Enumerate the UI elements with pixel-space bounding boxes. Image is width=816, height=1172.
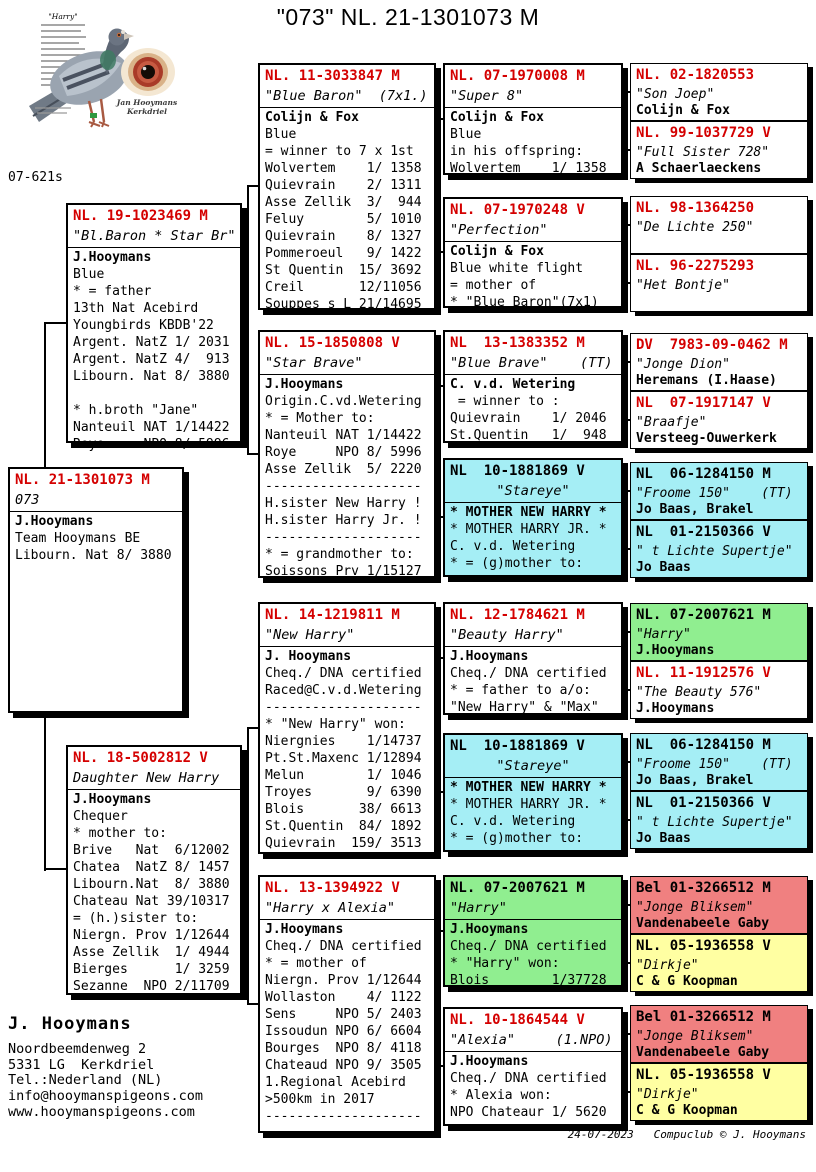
- pigeon-name: " t Lichte Supertje": [636, 815, 793, 830]
- pedigree-box-subject: [8, 467, 184, 713]
- pedigree-box-blue-brave: [443, 330, 623, 443]
- pigeon-owner: Jo Baas, Brakel: [636, 502, 754, 517]
- pigeon-details: * MOTHER NEW HARRY * * MOTHER HARRY JR. * C. v.d. Wetering * = (g)mother to:: [450, 505, 607, 571]
- pigeon-details: J.Hooymans Team Hooymans BE Libourn. Nat 8/ 3880: [15, 514, 172, 563]
- connector-line: [44, 868, 66, 870]
- pedigree-box-full-sister-728: [630, 121, 808, 179]
- connector-line: [436, 1003, 438, 1005]
- ring-number: NL 06-1284150 M: [636, 737, 771, 753]
- connector-line: [247, 453, 258, 455]
- breeder-address: Noordbeemdenweg 2 5331 LG Kerkdriel Tel.:Nederland (NL) info@hooymanspigeons.com www.hooymanspigeons.com: [8, 1041, 204, 1120]
- ring-number: NL. 07-2007621 M: [636, 607, 771, 623]
- pedigree-box-stareye-2: [443, 733, 623, 852]
- connector-line: [438, 119, 440, 253]
- connector-line: [436, 453, 438, 455]
- ring-number: NL. 96-2275293: [636, 258, 755, 274]
- ring-number: NL. 21-1301073 M: [15, 472, 150, 488]
- pigeon-details: J.Hooymans Cheq./ DNA certified * "Harry" won: Blois 1/37728: [450, 922, 607, 988]
- connector-line: [242, 322, 247, 324]
- ring-number: NL 06-1284150 M: [636, 466, 771, 482]
- ring-number: Bel 01-3266512 M: [636, 1009, 771, 1025]
- connector-line: [242, 867, 247, 869]
- ring-number: NL. 14-1219811 M: [265, 607, 400, 623]
- pedigree-box-lichte-supertje-2: [630, 791, 808, 849]
- connector-line: [436, 727, 438, 729]
- pedigree-box-harry-x-alexia: [258, 875, 436, 1133]
- compuclub-stamp: 24-07-2023 Compuclub © J. Hooymans: [567, 1128, 806, 1141]
- pigeon-name: " t Lichte Supertje": [636, 544, 793, 559]
- connector-line: [625, 632, 627, 691]
- connector-line: [44, 322, 66, 324]
- connector-line: [623, 251, 625, 253]
- pigeon-owner: Jo Baas: [636, 831, 691, 846]
- connector-line: [625, 762, 627, 821]
- pigeon-name: "Full Sister 728": [636, 145, 770, 160]
- pigeon-photo: [5, 8, 245, 173]
- pedigree-box-father: [66, 203, 242, 452]
- connector-line: [438, 931, 440, 1067]
- pedigree-box-jonge-bliksem-1: [630, 876, 808, 934]
- pedigree-box-mother: [66, 745, 242, 995]
- pigeon-owner: C & G Koopman: [636, 1103, 738, 1118]
- ring-number: NL. 11-3033847 M: [265, 68, 400, 84]
- connector-line: [438, 386, 440, 518]
- ring-number: NL. 07-1970008 M: [450, 68, 585, 84]
- pigeon-name: "Stareye": [445, 756, 621, 778]
- photo-caption-name: Jan Hooymans: [116, 98, 178, 107]
- pedigree-box-harry: [443, 875, 623, 987]
- ring-number: NL. 15-1850808 V: [265, 335, 400, 351]
- pigeon-name: "Dirkje": [636, 1087, 699, 1102]
- pigeon-owner: C & G Koopman: [636, 974, 738, 989]
- pedigree-box-het-bontje: [630, 254, 808, 312]
- pigeon-owner: Versteeg-Ouwerkerk: [636, 431, 777, 446]
- connector-line: [625, 1034, 627, 1093]
- pigeon-name: "Dirkje": [636, 958, 699, 973]
- pigeon-name: "Bl.Baron * Star Br": [68, 226, 240, 248]
- pedigree-box-star-brave: [258, 330, 436, 578]
- pigeon-details: J.Hooymans Cheq./ DNA certified * = mother of Niergn. Prov 1/12644 Wollaston 4/ 1122 Sens NPO 5/ 2403 Issoudun NPO 6/ 6604 Bourges NPO 8/ 4118 Chateaud NPO 9/ 3505 1.Regional Acebird >500km in 2017 --------------------: [265, 922, 422, 1124]
- pigeon-details: J.Hooymans Cheq./ DNA certified * = father to a/o: "New Harry" & "Max": [450, 649, 607, 715]
- ring-number: NL 01-2150366 V: [636, 795, 771, 811]
- pigeon-details: Colijn & Fox Blue in his offspring: Wolvertem 1/ 1358: [450, 110, 607, 176]
- pedigree-box-dirkje-1: [630, 934, 808, 992]
- pigeon-details: J.Hooymans Cheq./ DNA certified * Alexia won: NPO Chateaur 1/ 5620: [450, 1054, 607, 1120]
- connector-line: [625, 362, 627, 421]
- pigeon-details: * MOTHER NEW HARRY * * MOTHER HARRY JR. * C. v.d. Wetering * = (g)mother to:: [450, 780, 607, 846]
- pigeon-name: "Harry": [445, 898, 621, 920]
- pigeon-name: "Froome 150" (TT): [636, 757, 793, 772]
- pedigree-box-the-beauty-576: [630, 661, 808, 719]
- pigeon-owner: J.Hooymans: [636, 643, 715, 658]
- pigeon-name: "Blue Baron" (7x1.): [260, 86, 434, 108]
- pedigree-box-froome-150-2: [630, 733, 808, 791]
- pedigree-box-alexia: [443, 1007, 623, 1126]
- pedigree-box-harry-small: [630, 603, 808, 661]
- photo-caption-city: Kerkdriel: [127, 107, 167, 116]
- ring-number: NL. 05-1936558 V: [636, 938, 771, 954]
- connector-line: [438, 658, 440, 793]
- pigeon-owner: Vandenabeele Gaby: [636, 1045, 770, 1060]
- pigeon-name: "Blue Brave" (TT): [445, 353, 621, 375]
- pedigree-box-froome-150-1: [630, 462, 808, 520]
- pigeon-name: "De Lichte 250": [636, 220, 754, 235]
- pedigree-box-stareye-1: [443, 458, 623, 577]
- pigeon-name: "Jonge Dion": [636, 357, 730, 372]
- pedigree-box-lichte-supertje-1: [630, 520, 808, 578]
- ring-number: DV 7983-09-0462 M: [636, 337, 788, 353]
- pigeon-owner: Jo Baas: [636, 560, 691, 575]
- ring-number: NL. 12-1784621 M: [450, 607, 585, 623]
- connector-line: [623, 118, 625, 120]
- pedigree-box-jonge-bliksem-2: [630, 1005, 808, 1063]
- connector-line: [625, 905, 627, 964]
- pigeon-name: "Super 8": [445, 86, 621, 108]
- connector-line: [436, 185, 438, 187]
- pedigree-box-blue-baron: [258, 63, 436, 310]
- ring-number: NL 13-1383352 M: [450, 335, 585, 351]
- pigeon-name: "Son Joep": [636, 87, 715, 102]
- pigeon-details: J.Hooymans Chequer * mother to: Brive Nat 6/12002 Chatea NatZ 8/ 1457 Libourn.Nat 8/ 3880 Chateau Nat 39/10317 = (h.)sister to: Niergn. Prov 1/12644 Asse Zellik 1/ 4944 Bierges 1/ 3259 Sezanne NPO 2/11709: [73, 792, 230, 994]
- pigeon-name: "Stareye": [445, 481, 621, 503]
- pigeon-name: "Het Bontje": [636, 278, 730, 293]
- connector-line: [625, 225, 627, 284]
- connector-line: [623, 930, 625, 932]
- pigeon-owner: Jo Baas, Brakel: [636, 773, 754, 788]
- pigeon-details: J.Hooymans Blue * = father 13th Nat Acebird Youngbirds KBDB'22 Argent. NatZ 1/ 2031 Argent. NatZ 4/ 913 Libourn. Nat 8/ 3880 * h.broth "Jane" Nanteuil NAT 1/14422 Roye NPO 8/ 5996: [73, 250, 230, 452]
- pigeon-name: "Jonge Bliksem": [636, 900, 754, 915]
- breeder-name: J. Hooymans: [8, 1014, 132, 1034]
- pedigree-box-perfection: [443, 197, 623, 308]
- connector-line: [625, 491, 627, 550]
- pigeon-details: C. v.d. Wetering = winner to : Quievrain 1/ 2046 St.Quentin 1/ 948: [450, 377, 607, 443]
- ring-number: NL. 10-1864544 V: [450, 1012, 585, 1028]
- ring-number: NL 01-2150366 V: [636, 524, 771, 540]
- pigeon-name: "Beauty Harry": [445, 625, 621, 647]
- pigeon-name: "Perfection": [445, 220, 621, 242]
- pigeon-name: "New Harry": [260, 625, 434, 647]
- photo-ring-note: 07-621s: [8, 170, 63, 185]
- pigeon-name: "Jonge Bliksem": [636, 1029, 754, 1044]
- pigeon-photo-label: "Harry": [48, 12, 78, 21]
- pigeon-details: J.Hooymans Origin.C.vd.Wetering * = Mother to: Nanteuil NAT 1/14422 Roye NPO 8/ 5996 Asse Zellik 5/ 2220 -------------------- H.sister New Harry ! H.sister Harry Jr. ! -------------------- * = grandmother to: Soissons Prv 1/15127: [265, 377, 422, 579]
- leg-ring-band: [90, 113, 97, 118]
- connector-line: [623, 791, 625, 793]
- pedigree-box-beauty-harry: [443, 602, 623, 715]
- pigeon-details: Colijn & Fox Blue = winner to 7 x 1st Wolvertem 1/ 1358 Quievrain 2/ 1311 Asse Zellik 3/ 944 Feluy 5/ 1010 Quievrain 8/ 1327 Pommeroeul 9/ 1422 St Quentin 15/ 3692 Creil 12/11056 Souppes s L 21/14695: [265, 110, 422, 312]
- ring-number: NL 10-1881869 V: [450, 463, 585, 479]
- ring-number: NL. 05-1936558 V: [636, 1067, 771, 1083]
- pigeon-owner: Colijn & Fox: [636, 103, 730, 118]
- pigeon-name: "The Beauty 576": [636, 685, 762, 700]
- eye-photo: [121, 48, 175, 96]
- pedigree-box-de-lichte-250: [630, 196, 808, 254]
- pigeon-name: 073: [10, 490, 182, 512]
- pigeon-owner: J.Hooymans: [636, 701, 715, 716]
- ring-number: NL. 18-5002812 V: [73, 750, 208, 766]
- pedigree-box-new-harry: [258, 602, 436, 854]
- pedigree-box-jonge-dion: [630, 333, 808, 391]
- pigeon-owner: Vandenabeele Gaby: [636, 916, 770, 931]
- pedigree-box-super-8: [443, 63, 623, 175]
- connector-line: [247, 185, 258, 187]
- connector-line: [625, 92, 627, 151]
- connector-line: [247, 728, 249, 1005]
- ring-number: NL. 13-1394922 V: [265, 880, 400, 896]
- pigeon-name: "Harry": [636, 627, 691, 642]
- pigeon-name: "Braafje": [636, 415, 707, 430]
- connector-line: [623, 516, 625, 518]
- pigeon-name: "Harry x Alexia": [260, 898, 434, 920]
- pedigree-box-braafje: [630, 391, 808, 449]
- ring-number: NL 07-1917147 V: [636, 395, 771, 411]
- pigeon-name: "Froome 150" (TT): [636, 486, 793, 501]
- pigeon-details: J. Hooymans Cheq./ DNA certified Raced@C.v.d.Wetering -------------------- * "New Harry" won: Niergnies 1/14737 Pt.St.Maxenc 1/12894 Melun 1/ 1046 Troyes 9/ 6390 Blois 38/ 6613 St.Quentin 84/ 1892 Quievrain 159/ 3513: [265, 649, 422, 851]
- connector-line: [623, 1065, 625, 1067]
- ring-number: NL. 07-1970248 V: [450, 202, 585, 218]
- ring-number: NL. 19-1023469 M: [73, 208, 208, 224]
- connector-line: [247, 727, 258, 729]
- ring-number: NL. 99-1037729 V: [636, 125, 771, 141]
- pigeon-owner: A Schaerlaeckens: [636, 161, 762, 176]
- pigeon-owner: Heremans (I.Haase): [636, 373, 777, 388]
- pigeon-name: Daughter New Harry: [68, 768, 240, 790]
- ring-number: NL. 98-1364250: [636, 200, 755, 216]
- ring-number: Bel 01-3266512 M: [636, 880, 771, 896]
- connector-line: [247, 186, 249, 455]
- pedigree-box-son-joep: [630, 63, 808, 121]
- pigeon-name: "Alexia" (1.NPO): [445, 1030, 621, 1052]
- pigeon-details: Colijn & Fox Blue white flight = mother of * "Blue Baron"(7x1): [450, 244, 599, 310]
- connector-line: [623, 657, 625, 659]
- pedigree-box-dirkje-2: [630, 1063, 808, 1121]
- connector-line: [247, 1003, 258, 1005]
- ring-number: NL 10-1881869 V: [450, 738, 585, 754]
- connector-line: [623, 385, 625, 387]
- ring-number: NL. 02-1820553: [636, 67, 755, 83]
- ring-number: NL. 11-1912576 V: [636, 665, 771, 681]
- pigeon-name: "Star Brave": [260, 353, 434, 375]
- ring-number: NL. 07-2007621 M: [450, 880, 585, 896]
- page-title: "073" NL. 21-1301073 M: [276, 4, 540, 30]
